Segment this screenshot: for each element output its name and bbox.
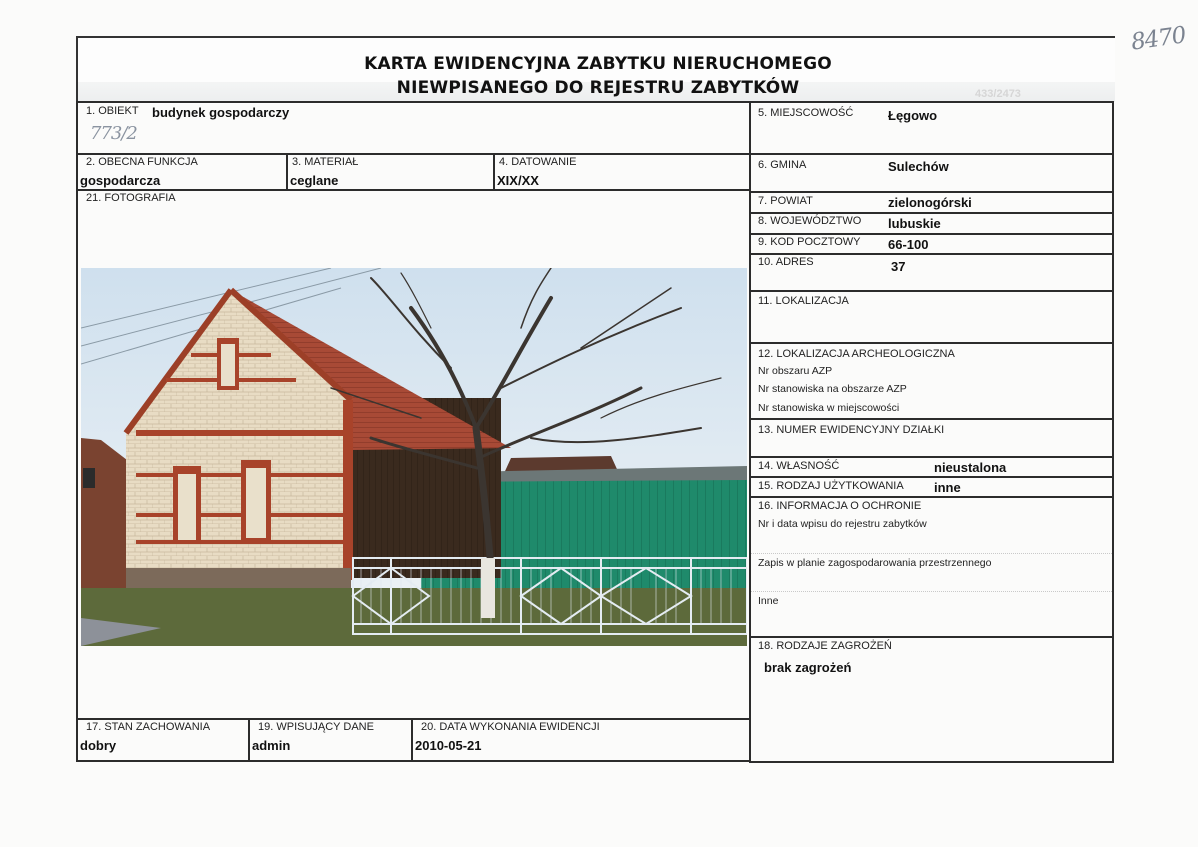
field-material [286,153,495,191]
value-rodzaje-zagrozen: brak zagrożeń [764,660,852,675]
value-obecna-funkcja: gospodarcza [80,173,161,188]
label-wojewodztwo: 8. WOJEWÓDZTWO [758,215,862,227]
field-datowanie [493,153,751,191]
value-kod-pocztowy: 66-100 [888,237,929,252]
value-wpisujacy: admin [252,738,291,753]
value-miejscowosc: Łęgowo [888,108,938,123]
field-wpisujacy [248,718,413,762]
value-obiekt: budynek gospodarczy [152,105,290,120]
value-adres: 37 [891,259,906,274]
field-lokalizacja [749,290,1114,344]
field-rodzaj-uzytkowania [749,476,1114,498]
card-header [76,36,1115,104]
field-kod-pocztowy [749,233,1114,255]
label-rodzaje-zagrozen: 18. RODZAJE ZAGROŻEŃ [758,640,892,652]
field-powiat [749,191,1114,214]
ochrona-row: Zapis w planie zagospodarowania przestrzennego [758,557,992,569]
label-obecna-funkcja: 2. OBECNA FUNKCJA [86,156,198,168]
field-data-ewidencji [411,718,751,762]
value-stan-zachowania: dobry [80,738,117,753]
field-adres [749,253,1114,292]
field-gmina [749,153,1114,193]
label-lokalizacja: 11. LOKALIZACJA [758,295,849,307]
ochrona-row: Inne [758,595,779,607]
card-title-line2: NIEWPISANEGO DO REJESTRU ZABYTKÓW [396,78,800,98]
label-powiat: 7. POWIAT [758,195,813,207]
building-photo [81,268,747,646]
value-wojewodztwo: lubuskie [888,216,941,231]
label-kod-pocztowy: 9. KOD POCZTOWY [758,236,861,248]
field-wlasnosc [749,456,1114,478]
value-data-ewidencji: 2010-05-21 [415,738,482,753]
ochrona-row: Nr i data wpisu do rejestru zabytków [758,518,927,530]
card-title-line1: KARTA EWIDENCYJNA ZABYTKU NIERUCHOMEGO [364,54,832,74]
value-rodzaj-uzytkowania: inne [934,480,961,495]
label-numer-dzialki: 13. NUMER EWIDENCYJNY DZIAŁKI [758,424,945,436]
label-stan-zachowania: 17. STAN ZACHOWANIA [86,721,211,733]
divider [751,591,1112,592]
field-miejscowosc [749,101,1114,155]
label-obiekt: 1. OBIEKT [86,105,139,117]
value-powiat: zielonogórski [888,195,972,210]
handwritten-number: 8470 [1129,22,1188,56]
label-data-ewidencji: 20. DATA WYKONANIA EWIDENCJI [421,721,600,733]
field-numer-dzialki [749,418,1114,458]
label-wpisujacy: 19. WPISUJĄCY DANE [258,721,374,733]
label-material: 3. MATERIAŁ [292,156,359,168]
divider [751,553,1112,554]
value-material: ceglane [290,173,339,188]
archeo-row: Nr obszaru AZP [758,365,833,377]
field-lokalizacja-archeologiczna [749,342,1114,420]
label-fotografia: 21. FOTOGRAFIA [86,192,176,204]
label-datowanie: 4. DATOWANIE [499,156,577,168]
archeo-row: Nr stanowiska na obszarze AZP [758,383,907,395]
field-informacja-o-ochronie [749,496,1114,638]
archeo-row: Nr stanowiska w miejscowości [758,402,900,414]
label-wlasnosc: 14. WŁASNOŚĆ [758,460,840,472]
label-miejscowosc: 5. MIEJSCOWOŚĆ [758,107,854,119]
value-datowanie: XIX/XX [497,173,539,188]
field-obiekt [76,101,751,155]
field-wojewodztwo [749,212,1114,235]
label-lokalizacja-archeologiczna: 12. LOKALIZACJA ARCHEOLOGICZNA [758,348,955,360]
handwritten-plot-number: 773/2 [90,123,137,144]
field-obecna-funkcja [76,153,288,191]
label-rodzaj-uzytkowania: 15. RODZAJ UŻYTKOWANIA [758,480,904,492]
label-gmina: 6. GMINA [758,159,807,171]
label-adres: 10. ADRES [758,256,814,268]
field-rodzaje-zagrozen [749,636,1114,763]
stamp-number: 433/2473 [975,88,1021,100]
value-wlasnosc: nieustalona [934,460,1007,475]
value-gmina: Sulechów [888,159,949,174]
field-stan-zachowania [76,718,250,762]
label-informacja-o-ochronie: 16. INFORMACJA O OCHRONIE [758,500,922,512]
